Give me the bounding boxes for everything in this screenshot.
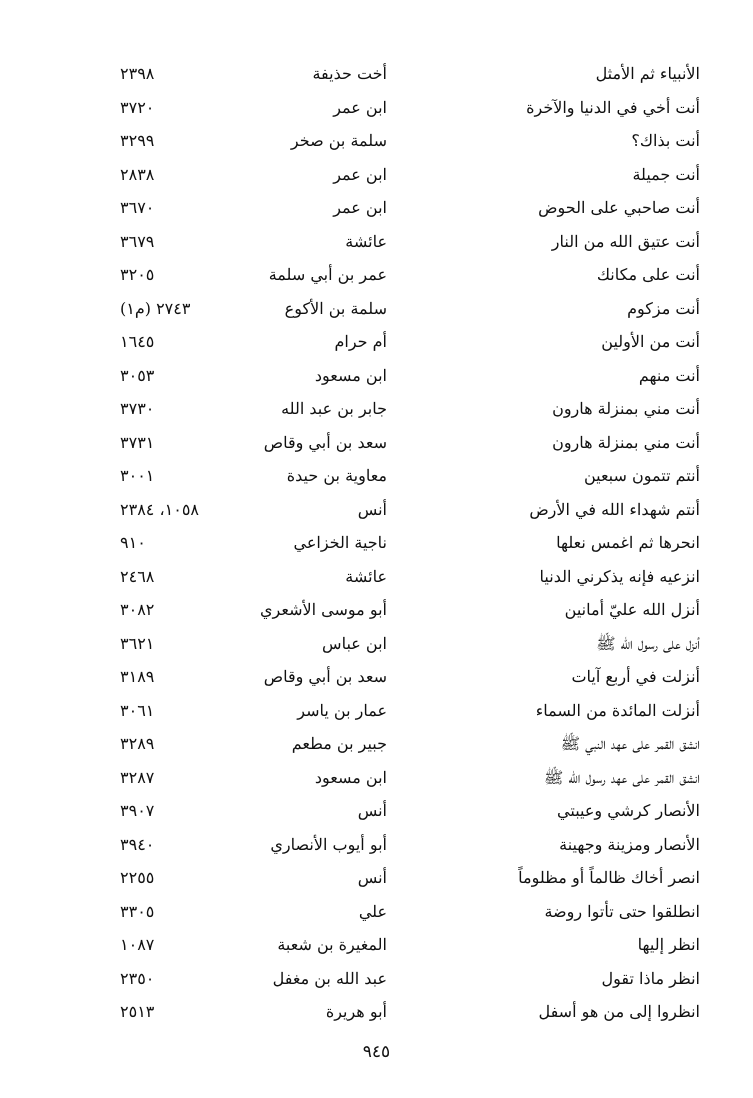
hadith-number: ٢٥١٣ (120, 1002, 155, 1021)
hadith-text: أنت عتيق الله من النار (551, 231, 700, 251)
index-row (120, 359, 700, 393)
hadith-text: أنت مني بمنزلة هارون (552, 399, 700, 418)
narrator-name: عمر بن أبي سلمة (268, 265, 387, 284)
hadith-number-cell (120, 57, 260, 91)
hadith-number: ٢٣٩٨ (120, 64, 155, 83)
hadith-text: انحرها ثم اغمس نعلها (556, 533, 700, 552)
hadith-text: أنزلت في أربع آيات (571, 667, 700, 686)
index-row (120, 225, 700, 259)
hadith-number-cell (120, 761, 260, 795)
hadith-number: ٣٠٦١ (120, 700, 155, 720)
narrator-name: علي (358, 901, 387, 921)
index-row (120, 694, 700, 728)
index-row (120, 158, 700, 192)
narrator-name: أبو أيوب الأنصاري (270, 834, 387, 854)
hadith-number-cell (120, 995, 260, 1029)
hadith-number: ٣٧٢٠ (120, 97, 155, 117)
hadith-number-cell (120, 191, 260, 225)
hadith-number-cell (120, 325, 260, 359)
narrator-name: عمار بن ياسر (297, 700, 387, 720)
hadith-number-cell (120, 459, 260, 493)
hadith-number-cell (120, 392, 260, 426)
narrator-name: أنس (357, 499, 387, 519)
hadith-number: ٣٢٠٥ (120, 265, 155, 284)
index-row (120, 292, 700, 326)
hadith-number: ٣٣٠٥ (120, 901, 155, 921)
hadith-number: ١٦٤٥ (120, 332, 155, 351)
hadith-number: ٣٧٣١ (120, 432, 155, 452)
hadith-number: ٣٢٩٩ (120, 131, 155, 150)
index-row (120, 895, 700, 929)
index-row (120, 995, 700, 1029)
page-number: ٩٤٥ (362, 1042, 391, 1062)
index-row (120, 828, 700, 862)
hadith-text: انظر ماذا تقول (601, 968, 700, 988)
index-row (120, 560, 700, 594)
hadith-text: أنت على مكانك (596, 265, 700, 284)
index-row (120, 660, 700, 694)
hadith-text: انشق القمر على عهد رسول الله ﷺ (544, 767, 700, 787)
narrator-name: عائشة (345, 231, 387, 251)
narrator-name: سلمة بن صخر (290, 131, 387, 150)
hadith-number: ٣٧٣٠ (120, 399, 155, 418)
hadith-text: الأنصار كرشي وعيبتي (557, 801, 700, 820)
index-row (120, 761, 700, 795)
hadith-text: انطلقوا حتى تأتوا روضة (544, 901, 700, 921)
hadith-number: ٢٨٣٨ (120, 164, 155, 184)
hadith-number: ١٠٥٨، ٢٣٨٤ (120, 499, 199, 519)
narrator-name: ابن عمر (333, 198, 387, 217)
hadith-number-cell (120, 258, 260, 292)
narrator-name: ابن عباس (322, 633, 387, 653)
hadith-number-cell (120, 794, 260, 828)
index-row (120, 593, 700, 627)
index-row (120, 91, 700, 125)
index-row (120, 627, 700, 661)
hadith-text: أنت أخي في الدنيا والآخرة (526, 97, 700, 117)
narrator-name: جابر بن عبد الله (281, 399, 387, 418)
hadith-text: الأنبياء ثم الأمثل (595, 64, 700, 83)
narrator-name: ابن عمر (333, 97, 387, 117)
index-row (120, 459, 700, 493)
hadith-text: أنزلت المائدة من السماء (535, 700, 700, 720)
hadith-index-table (120, 57, 700, 1029)
index-row (120, 526, 700, 560)
hadith-number-cell (120, 593, 260, 627)
index-row (120, 124, 700, 158)
narrator-name: عائشة (345, 566, 387, 586)
hadith-text: انصر أخاك ظالماً أو مظلوماً (518, 868, 700, 887)
hadith-number: ٢٧٤٣ (م١) (120, 298, 191, 318)
hadith-number: ٣٢٨٩ (120, 734, 155, 753)
index-row (120, 861, 700, 895)
hadith-number-cell (120, 660, 260, 694)
narrator-name: المغيرة بن شعبة (277, 935, 387, 954)
hadith-text: انزعيه فإنه يذكرني الدنيا (539, 566, 700, 586)
narrator-name: سعد بن أبي وقاص (263, 667, 387, 686)
hadith-number-cell (120, 359, 260, 393)
hadith-number-cell (120, 526, 260, 560)
index-row (120, 794, 700, 828)
narrator-name: معاوية بن حيدة (286, 466, 387, 485)
hadith-number: ٣١٨٩ (120, 667, 155, 686)
narrator-name: أم حرام (334, 332, 387, 351)
hadith-number: ٢٣٥٠ (120, 968, 155, 988)
hadith-number-cell (120, 861, 260, 895)
index-row (120, 727, 700, 761)
hadith-number-cell (120, 828, 260, 862)
narrator-name: سعد بن أبي وقاص (263, 432, 387, 452)
narrator-name: عبد الله بن مغفل (272, 968, 387, 988)
hadith-number-cell (120, 928, 260, 962)
hadith-text: أنزل على رسول الله ﷺ (596, 633, 700, 653)
index-row (120, 962, 700, 996)
hadith-text: الأنصار ومزينة وجهينة (559, 834, 700, 854)
hadith-number-cell (120, 493, 260, 527)
hadith-text: أنت مزكوم (627, 298, 700, 318)
narrator-name: ابن مسعود (314, 767, 387, 787)
hadith-number: ٣٩٠٧ (120, 801, 155, 820)
hadith-text: أنتم تتمون سبعين (583, 466, 700, 485)
hadith-number-cell (120, 694, 260, 728)
hadith-number-cell (120, 158, 260, 192)
hadith-number-cell (120, 895, 260, 929)
hadith-text: أنزل الله عليّ أمانين (564, 600, 700, 619)
hadith-number: ٣٠٥٣ (120, 365, 155, 385)
narrator-name: أخت حذيفة (312, 64, 387, 83)
index-row (120, 191, 700, 225)
hadith-number: ٣٦٧٩ (120, 231, 155, 251)
hadith-number: ٣٠٠١ (120, 466, 155, 485)
hadith-number: ٣٦٢١ (120, 633, 155, 653)
hadith-number-cell (120, 225, 260, 259)
hadith-number-cell (120, 292, 260, 326)
hadith-number-cell (120, 627, 260, 661)
narrator-name: أبو موسى الأشعري (260, 600, 387, 619)
hadith-text: أنت بذاك؟ (631, 131, 700, 150)
index-row (120, 426, 700, 460)
hadith-text: أنت منهم (638, 365, 700, 385)
hadith-number: ٩١٠ (120, 533, 146, 552)
hadith-text: انظر إليها (637, 935, 700, 954)
hadith-number: ٣٠٨٢ (120, 600, 155, 619)
index-row (120, 928, 700, 962)
hadith-text: أنتم شهداء الله في الأرض (529, 499, 700, 519)
index-row (120, 325, 700, 359)
narrator-name: ناجية الخزاعي (293, 533, 387, 552)
hadith-number: ٣٩٤٠ (120, 834, 155, 854)
index-row (120, 493, 700, 527)
hadith-text: أنت جميلة (632, 164, 700, 184)
hadith-text: انشق القمر على عهد النبي ﷺ (560, 734, 700, 753)
narrator-name: أبو هريرة (325, 1002, 387, 1021)
narrator-name: ابن عمر (333, 164, 387, 184)
hadith-number: ٢٤٦٨ (120, 566, 155, 586)
index-row (120, 392, 700, 426)
hadith-text: أنت صاحبي على الحوض (538, 198, 700, 217)
hadith-text: أنت من الأولين (601, 332, 700, 351)
hadith-number: ٣٢٨٧ (120, 767, 155, 787)
hadith-number-cell (120, 91, 260, 125)
narrator-name: جبير بن مطعم (291, 734, 387, 753)
hadith-number-cell (120, 560, 260, 594)
narrator-name: أنس (357, 801, 387, 820)
narrator-name: سلمة بن الأكوع (284, 298, 387, 318)
index-row (120, 258, 700, 292)
index-row (120, 57, 700, 91)
narrator-name: أنس (357, 868, 387, 887)
hadith-number-cell (120, 124, 260, 158)
hadith-number: ٣٦٧٠ (120, 198, 155, 217)
hadith-text: أنت مني بمنزلة هارون (552, 432, 700, 452)
hadith-text: انظروا إلى من هو أسفل (538, 1002, 700, 1021)
hadith-number: ٢٢٥٥ (120, 868, 155, 887)
hadith-number-cell (120, 727, 260, 761)
hadith-number-cell (120, 962, 260, 996)
hadith-number: ١٠٨٧ (120, 935, 155, 954)
hadith-number-cell (120, 426, 260, 460)
narrator-name: ابن مسعود (314, 365, 387, 385)
